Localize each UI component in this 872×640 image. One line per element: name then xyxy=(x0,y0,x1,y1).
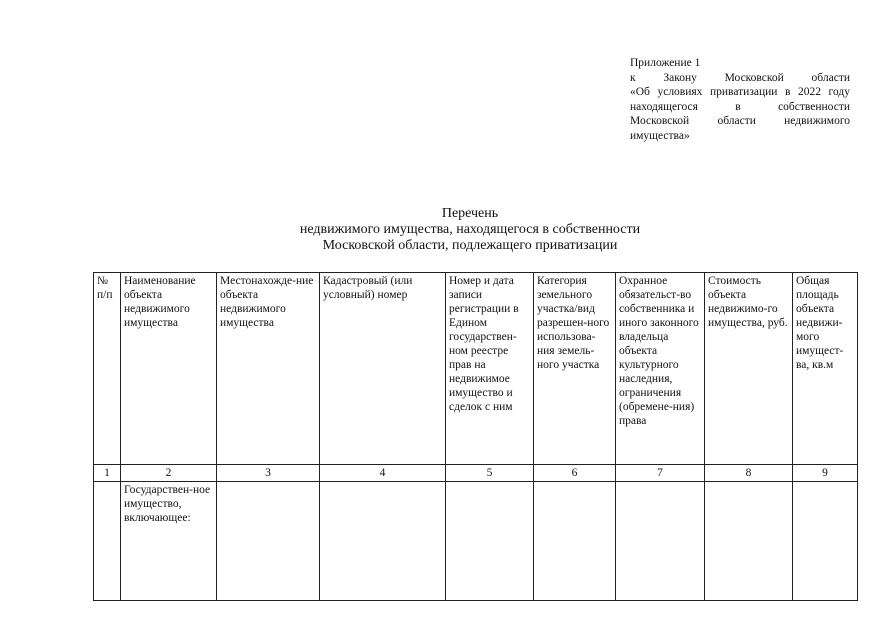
title-line-2: недвижимого имущества, находящегося в собственности xyxy=(299,222,641,237)
title-line-3: Московской области, подлежащего приватизации xyxy=(322,238,618,253)
column-number: 6 xyxy=(534,465,616,482)
table-row xyxy=(94,481,858,600)
column-number: 7 xyxy=(616,465,705,482)
annex-header xyxy=(630,56,850,143)
annex-line: находящегося в собственности xyxy=(630,100,850,113)
annex-line: Приложение 1 xyxy=(630,57,701,69)
column-number: 1 xyxy=(94,465,121,482)
header-cell-land-category: Категория земельного участка/вид разрешен-ного использова-ния земель-ного участка xyxy=(534,273,616,465)
column-number-row xyxy=(94,465,858,482)
header-cell-location: Местонахожде-ние объекта недвижимого имущества xyxy=(217,273,320,465)
table-cell xyxy=(217,481,320,600)
header-cell-name: Наименование объекта недвижимого имущества xyxy=(121,273,217,465)
header-cell-registration: Номер и дата записи регистрации в Едином государствен-ном реестре прав на недвижимое имущество и сделок с ним xyxy=(446,273,534,465)
column-number: 5 xyxy=(446,465,534,482)
column-number: 9 xyxy=(793,465,858,482)
annex-line: имущества» xyxy=(630,129,690,142)
table-cell: Государствен-ное имущество, включающее: xyxy=(121,481,217,600)
table-cell xyxy=(705,481,793,600)
table-cell xyxy=(616,481,705,600)
header-cell-heritage: Охранное обязательст-во собственника и иного законного владельца объекта культурного наследния, ограничения (обремене-ния) права xyxy=(616,273,705,465)
header-cell-value: Стоимость объекта недвижимо-го имущества, руб. xyxy=(705,273,793,465)
table-cell xyxy=(793,481,858,600)
column-number: 4 xyxy=(320,465,446,482)
annex-line: Московской области недвижимого xyxy=(630,115,850,127)
table-cell xyxy=(446,481,534,600)
header-cell-cadastral: Кадастровый (или условный) номер xyxy=(320,273,446,465)
column-number: 2 xyxy=(121,465,217,482)
title-line-1: Перечень xyxy=(441,206,499,221)
header-cell-number: № п/п xyxy=(94,273,121,465)
annex-line: к Закону Московской области xyxy=(630,71,850,84)
header-row xyxy=(94,273,858,465)
column-number: 8 xyxy=(705,465,793,482)
header-cell-area: Общая площадь объекта недвижи-мого имущест-ва, кв.м xyxy=(793,273,858,465)
document-title xyxy=(200,206,740,254)
table-cell xyxy=(94,481,121,600)
table-cell xyxy=(320,481,446,600)
annex-line: «Об условиях приватизации в 2022 году xyxy=(630,86,850,98)
column-number: 3 xyxy=(217,465,320,482)
property-list-table xyxy=(93,272,858,601)
table-cell xyxy=(534,481,616,600)
